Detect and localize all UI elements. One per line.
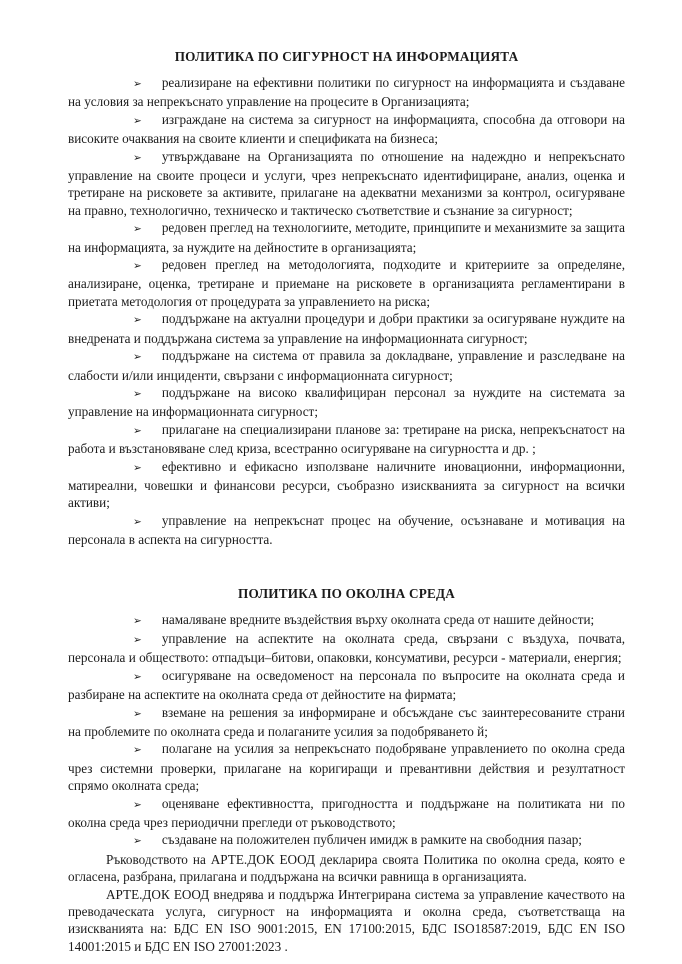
arrow-bullet-icon: ➢ xyxy=(133,314,142,327)
arrow-bullet-icon: ➢ xyxy=(133,114,142,127)
list-item-text: утвърждаване на Организацията по отношение на надеждно и непрекъснато управление на своите процеси и услуги, чрез непрекъснато идентифициране, анализ, оценка и третиране на рисковете за активите, прилагане на адекватни механизми за контрол, осигуряване на правно, технологично, техническо и тактическо съответствие и съзнание за сигурност; xyxy=(68,148,625,218)
list-item xyxy=(68,512,625,549)
certification-paragraph: АРТЕ.ДОК ЕООД внедрява и поддържа Интегрирана система за управление качеството на преводаческата услуга, сигурност на информацията и околна среда, съответстваща на изискванията на: БДС EN ISO 9001:2015, EN 17100:2015, БДС ISO18587:2019, БДС EN ISO 14001:2015 и БДС EN ISO 27001:2023 . xyxy=(68,886,625,954)
list-item-text: намаляване вредните въздействия върху околната среда от нашите дейности; xyxy=(161,611,595,627)
list-item-text: създаване на положителен публичен имидж в рамките на свободния пазар; xyxy=(161,832,582,848)
list-item-text: поддържане на актуални процедури и добри практики за осигуряване нуждите на внедрената и поддържана система за управление на информационната сигурност; xyxy=(68,311,625,346)
list-item xyxy=(68,148,625,220)
page-title-environmental: ПОЛИТИКА ПО ОКОЛНА СРЕДА xyxy=(238,585,455,601)
arrow-bullet-icon: ➢ xyxy=(133,151,142,164)
list-item xyxy=(68,347,625,384)
arrow-bullet-icon: ➢ xyxy=(133,835,142,848)
list-item xyxy=(68,310,625,347)
list-item xyxy=(68,111,625,148)
list-item-text: вземане на решения за информиране и обсъждане със заинтересованите страни на проблемите по околната среда и полаганите усилия за подобряването й; xyxy=(68,704,625,739)
list-item xyxy=(68,667,625,704)
arrow-bullet-icon: ➢ xyxy=(133,744,142,757)
list-item-text: поддържане на система от правила за докладване, управление и разследване на слабости и/или инциденти, свързани с информационната сигурност; xyxy=(68,348,625,383)
list-item xyxy=(68,256,625,310)
list-item xyxy=(68,74,625,111)
list-item-text: прилагане на специализирани планове за: третиране на риска, непрекъснатост на работа и възстановяване след криза, всестранно осигуряване на сигурността и др. ; xyxy=(68,421,625,457)
list-item-text: изграждане на система за сигурност на информацията, способна да отговори на високите очаквания на своите клиенти и спецификата на бизнеса; xyxy=(68,111,625,147)
list-item-text: оценяване ефективността, пригодността и поддържане на политиката ни по околна среда чрез периодични прегледи от ръководството; xyxy=(68,795,625,831)
page-title-information-security: ПОЛИТИКА ПО СИГУРНОСТ НА ИНФОРМАЦИЯТА xyxy=(174,49,519,64)
arrow-bullet-icon: ➢ xyxy=(133,223,142,236)
management-declaration-paragraph: Ръководството на АРТЕ.ДОК ЕООД декларира своята Политика по околна среда, която е огласена, разбрана, прилагана и поддържана на всички равнища в организацията. xyxy=(68,851,625,885)
list-item xyxy=(68,795,625,832)
list-item-text: редовен преглед на методологията, подходите и критериите за определяне, анализиране, оценка, третиране и приемане на рисковете в организацията регламентирани в приетата методология от процедурата за управлението на риска; xyxy=(68,257,625,309)
list-item xyxy=(68,611,625,630)
arrow-bullet-icon: ➢ xyxy=(133,798,142,811)
list-item xyxy=(68,831,625,850)
arrow-bullet-icon: ➢ xyxy=(133,515,142,528)
list-item-text: редовен преглед на технологиите, методите, принципите и механизмите за защита на информацията, за нуждите на дейностите в организацията; xyxy=(68,220,625,255)
list-item-text: поддържане на високо квалифициран персонал за нуждите на системата за управление на информационната сигурност; xyxy=(68,384,625,420)
list-item-text: управление на аспектите на околната среда, свързани с въздуха, почвата, персонала и обществото: отпадъци–битови, опаковки, консумативи, ресурси - материали, енергия; xyxy=(68,630,625,666)
list-item xyxy=(68,219,625,256)
arrow-bullet-icon: ➢ xyxy=(133,351,142,364)
list-item xyxy=(68,384,625,421)
arrow-bullet-icon: ➢ xyxy=(133,670,142,683)
list-item-text: управление на непрекъснат процес на обучение, осъзнаване и мотивация на персонала в аспекта на сигурността. xyxy=(68,512,625,548)
list-item-text: ефективно и ефикасно използване наличните иновационни, информационни, матиреални, човешки и финансови ресурси, съобразно изискванията за сигурност на всички активи; xyxy=(68,458,625,511)
list-item-text: полагане на усилия за непрекъснато подобряване управлението по околна среда чрез системни проверки, прилагане на коригиращи и превантивни действия и резултатност спрямо околната среда; xyxy=(68,741,625,794)
list-item xyxy=(68,421,625,458)
arrow-bullet-icon: ➢ xyxy=(133,614,142,627)
arrow-bullet-icon: ➢ xyxy=(133,260,142,273)
list-item-text: реализиране на ефективни политики по сигурност на информацията и създаване на условия за непрекъснато управление на процесите в Организацията; xyxy=(68,75,625,110)
arrow-bullet-icon: ➢ xyxy=(133,387,142,400)
arrow-bullet-icon: ➢ xyxy=(133,78,142,90)
arrow-bullet-icon: ➢ xyxy=(133,424,142,437)
list-item-text: осигуряване на осведоменост на персонала по въпросите на околната среда и разбиране на аспектите на околната среда от дейностите на фирмата; xyxy=(68,667,625,703)
list-item xyxy=(68,704,625,741)
list-item xyxy=(68,740,625,794)
arrow-bullet-icon: ➢ xyxy=(133,461,142,474)
arrow-bullet-icon: ➢ xyxy=(133,707,142,720)
list-item xyxy=(68,630,625,667)
arrow-bullet-icon: ➢ xyxy=(133,633,142,646)
list-item xyxy=(68,458,625,512)
